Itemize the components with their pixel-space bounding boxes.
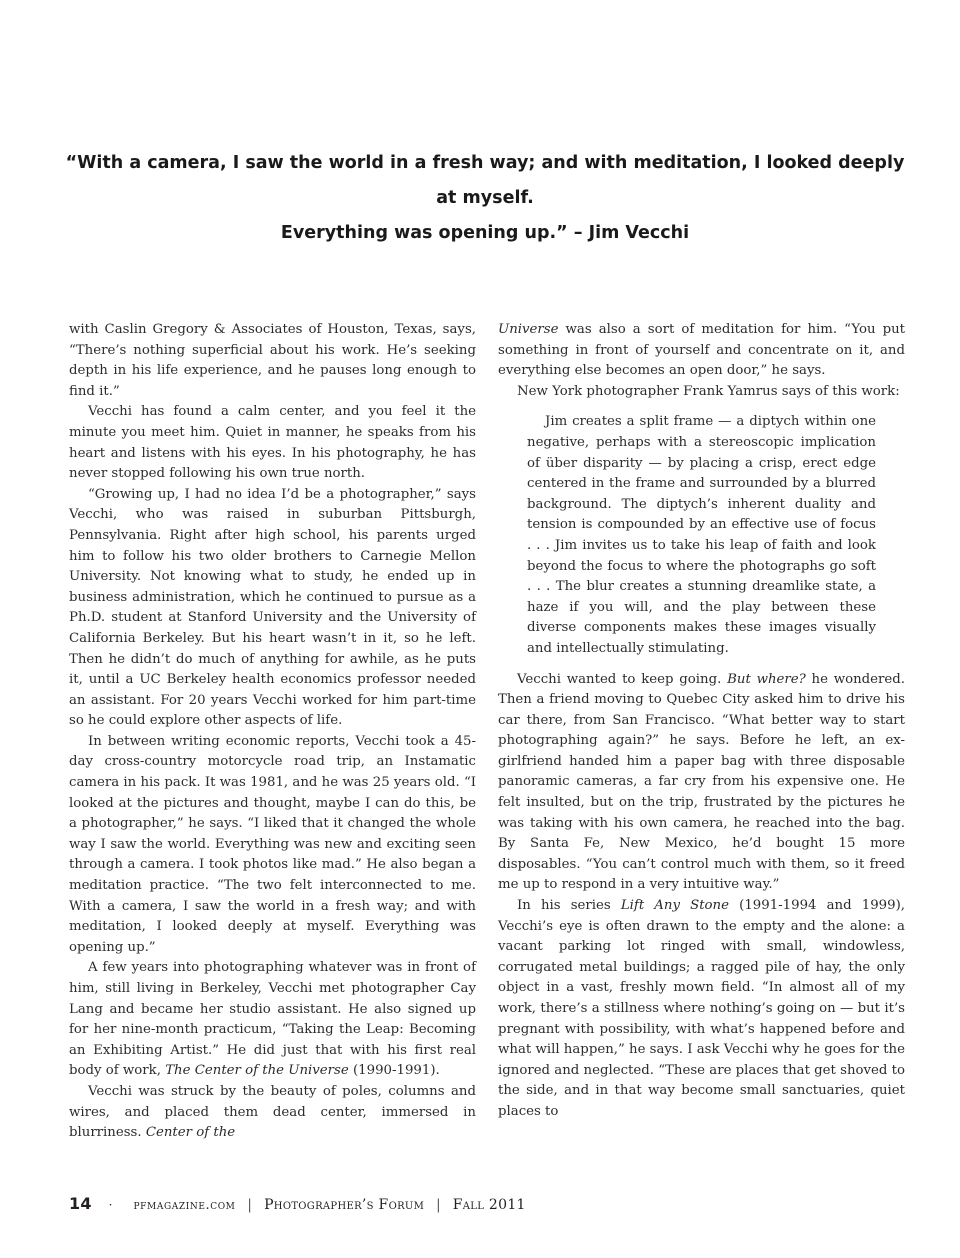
right-column — [498, 320, 905, 1123]
pull-quote-line-1: “With a camera, I saw the world in a fresh way; and with meditation, I looked deeply at myself. — [65, 153, 905, 208]
work-title: Center of the — [145, 1125, 236, 1141]
footer-magazine: Photographer’s Forum — [264, 1197, 425, 1213]
work-title: The Center of the Universe — [165, 1063, 349, 1079]
footer-dot: · — [108, 1198, 113, 1212]
paragraph — [69, 958, 476, 1082]
paragraph: In between writing economic reports, Vecchi took a 45-day cross-country motorcycle road trip, an Instamatic camera in his pack. It was 1981, and he was 25 years old. “I looked at the pictures and thought, maybe I can do this, be a photographer,” he says. “I liked that it changed the whole way I saw the world. Everything was new and exciting seen through a camera. I took photos like mad.” He also began a meditation practice. “The two felt interconnected to me. With a camera, I saw the world in a fresh way; and with meditation, I looked deeply at myself. Everything was opening up.” — [69, 733, 476, 955]
text-span: Vecchi was struck by the beauty of poles, columns and wires, and placed them dead center, immersed in blurriness. — [69, 1083, 476, 1141]
text-span: (1990-1991). — [348, 1063, 440, 1079]
left-column — [69, 320, 476, 1144]
work-title: Universe — [498, 322, 559, 337]
page-footer — [69, 1194, 526, 1213]
paragraph: Vecchi has found a calm center, and you feel it the minute you meet him. Quiet in manner, he speaks from his heart and listens with his eyes. In his photography, he has never stopped following his own true north. — [69, 404, 476, 482]
footer-separator: | — [435, 1197, 441, 1213]
footer-separator: | — [247, 1197, 253, 1213]
pull-quote-line-2: Everything was opening up.” – Jim Vecchi — [280, 223, 690, 243]
paragraph: New York photographer Frank Yamrus says of this work: — [517, 383, 900, 399]
text-span: was also a sort of meditation for him. “You put something in front of yourself and concentrate on it, and everything else becomes an open door,” he says. — [498, 322, 905, 379]
block-quote-text: Jim creates a split frame — a diptych within one negative, perhaps with a stereoscopic implication of über disparity — by placing a crisp, erect edge centered in the frame and surrounded by a blurred background. The diptych’s inherent duality and tension is compounded by an effective use of focus . . . Jim invites us to take his leap of faith and look beyond the focus to where the photographs go soft . . . The blur creates a stunning dreamlike state, a haze if you will, and the play between these diverse components makes these images visually and intellectually stimulating. — [527, 414, 876, 656]
paragraph: “Growing up, I had no idea I’d be a photographer,” says Vecchi, who was raised in suburban Pittsburgh, Pennsylvania. Right after high school, his parents urged him to follow his two older brothers to Carnegie Mellon University. Not knowing what to study, he ended up in business administration, which he continued to pursue as a Ph.D. student at Stanford University and the University of California Berkeley. But his heart wasn’t in it, so he left. Then he didn’t do much of anything for awhile, as he puts it, until a UC Berkeley health economics professor needed an assistant. For 20 years Vecchi worked for him part-time so he could explore other aspects of life. — [69, 486, 476, 729]
italic-phrase: But where? — [727, 671, 806, 687]
text-span: (1991-1994 and 1999), Vecchi’s eye is often drawn to the empty and the alone: a vacant parking lot ringed with small, windowless, corrugated metal buildings; a ragged pile of hay, the only object in a vast, freshly mown field. “In almost all of my work, there’s a stillness where nothing’s going on — but it’s pregnant with possibility, with what’s happened before and what will happen,” he says. I ask Vecchi why he goes for the ignored and neglected. “These are places that get shoved to the side, and in that way become small sanctuaries, quiet places to — [498, 898, 905, 1119]
footer-site: pfmagazine.com — [133, 1198, 236, 1213]
footer-issue: Fall 2011 — [452, 1197, 526, 1213]
paragraph — [69, 1082, 476, 1144]
work-title: Lift Any Stone — [620, 898, 729, 914]
paragraph: with Caslin Gregory & Associates of Houston, Texas, says, “There’s nothing superficial about his work. He’s seeking depth in his life experience, and he pauses long enough to find it.” — [69, 322, 476, 399]
paragraph — [498, 670, 905, 897]
text-span: Vecchi wanted to keep going. — [517, 671, 728, 687]
text-span: he wondered. Then a friend moving to Quebec City asked him to drive his car there, from San Francisco. “What better way to start photographing again?” he says. Before he left, an ex-girlfriend handed him a paper bag with three disposable panoramic cameras, a far cry from his expensive one. He felt insulted, but on the trip, frustrated by the pictures he was taking with his own camera, he reached into the bag. By Santa Fe, New Mexico, he’d bought 15 more disposables. “You can’t control much with them, so it freed me up to respond in a very intuitive way.” — [498, 671, 906, 893]
pull-quote — [60, 146, 910, 251]
page-number: 14 — [69, 1194, 92, 1213]
block-quote — [527, 412, 876, 659]
paragraph — [498, 320, 905, 382]
paragraph — [498, 896, 905, 1123]
text-span: A few years into photographing whatever was in front of him, still living in Berkeley, Vecchi met photographer Cay Lang and became her studio assistant. He also signed up for her nine-month practicum, “Taking the Leap: Becoming an Exhibiting Artist.” He did just that with his first real body of work, — [69, 960, 476, 1079]
text-span: In his series — [517, 898, 621, 914]
